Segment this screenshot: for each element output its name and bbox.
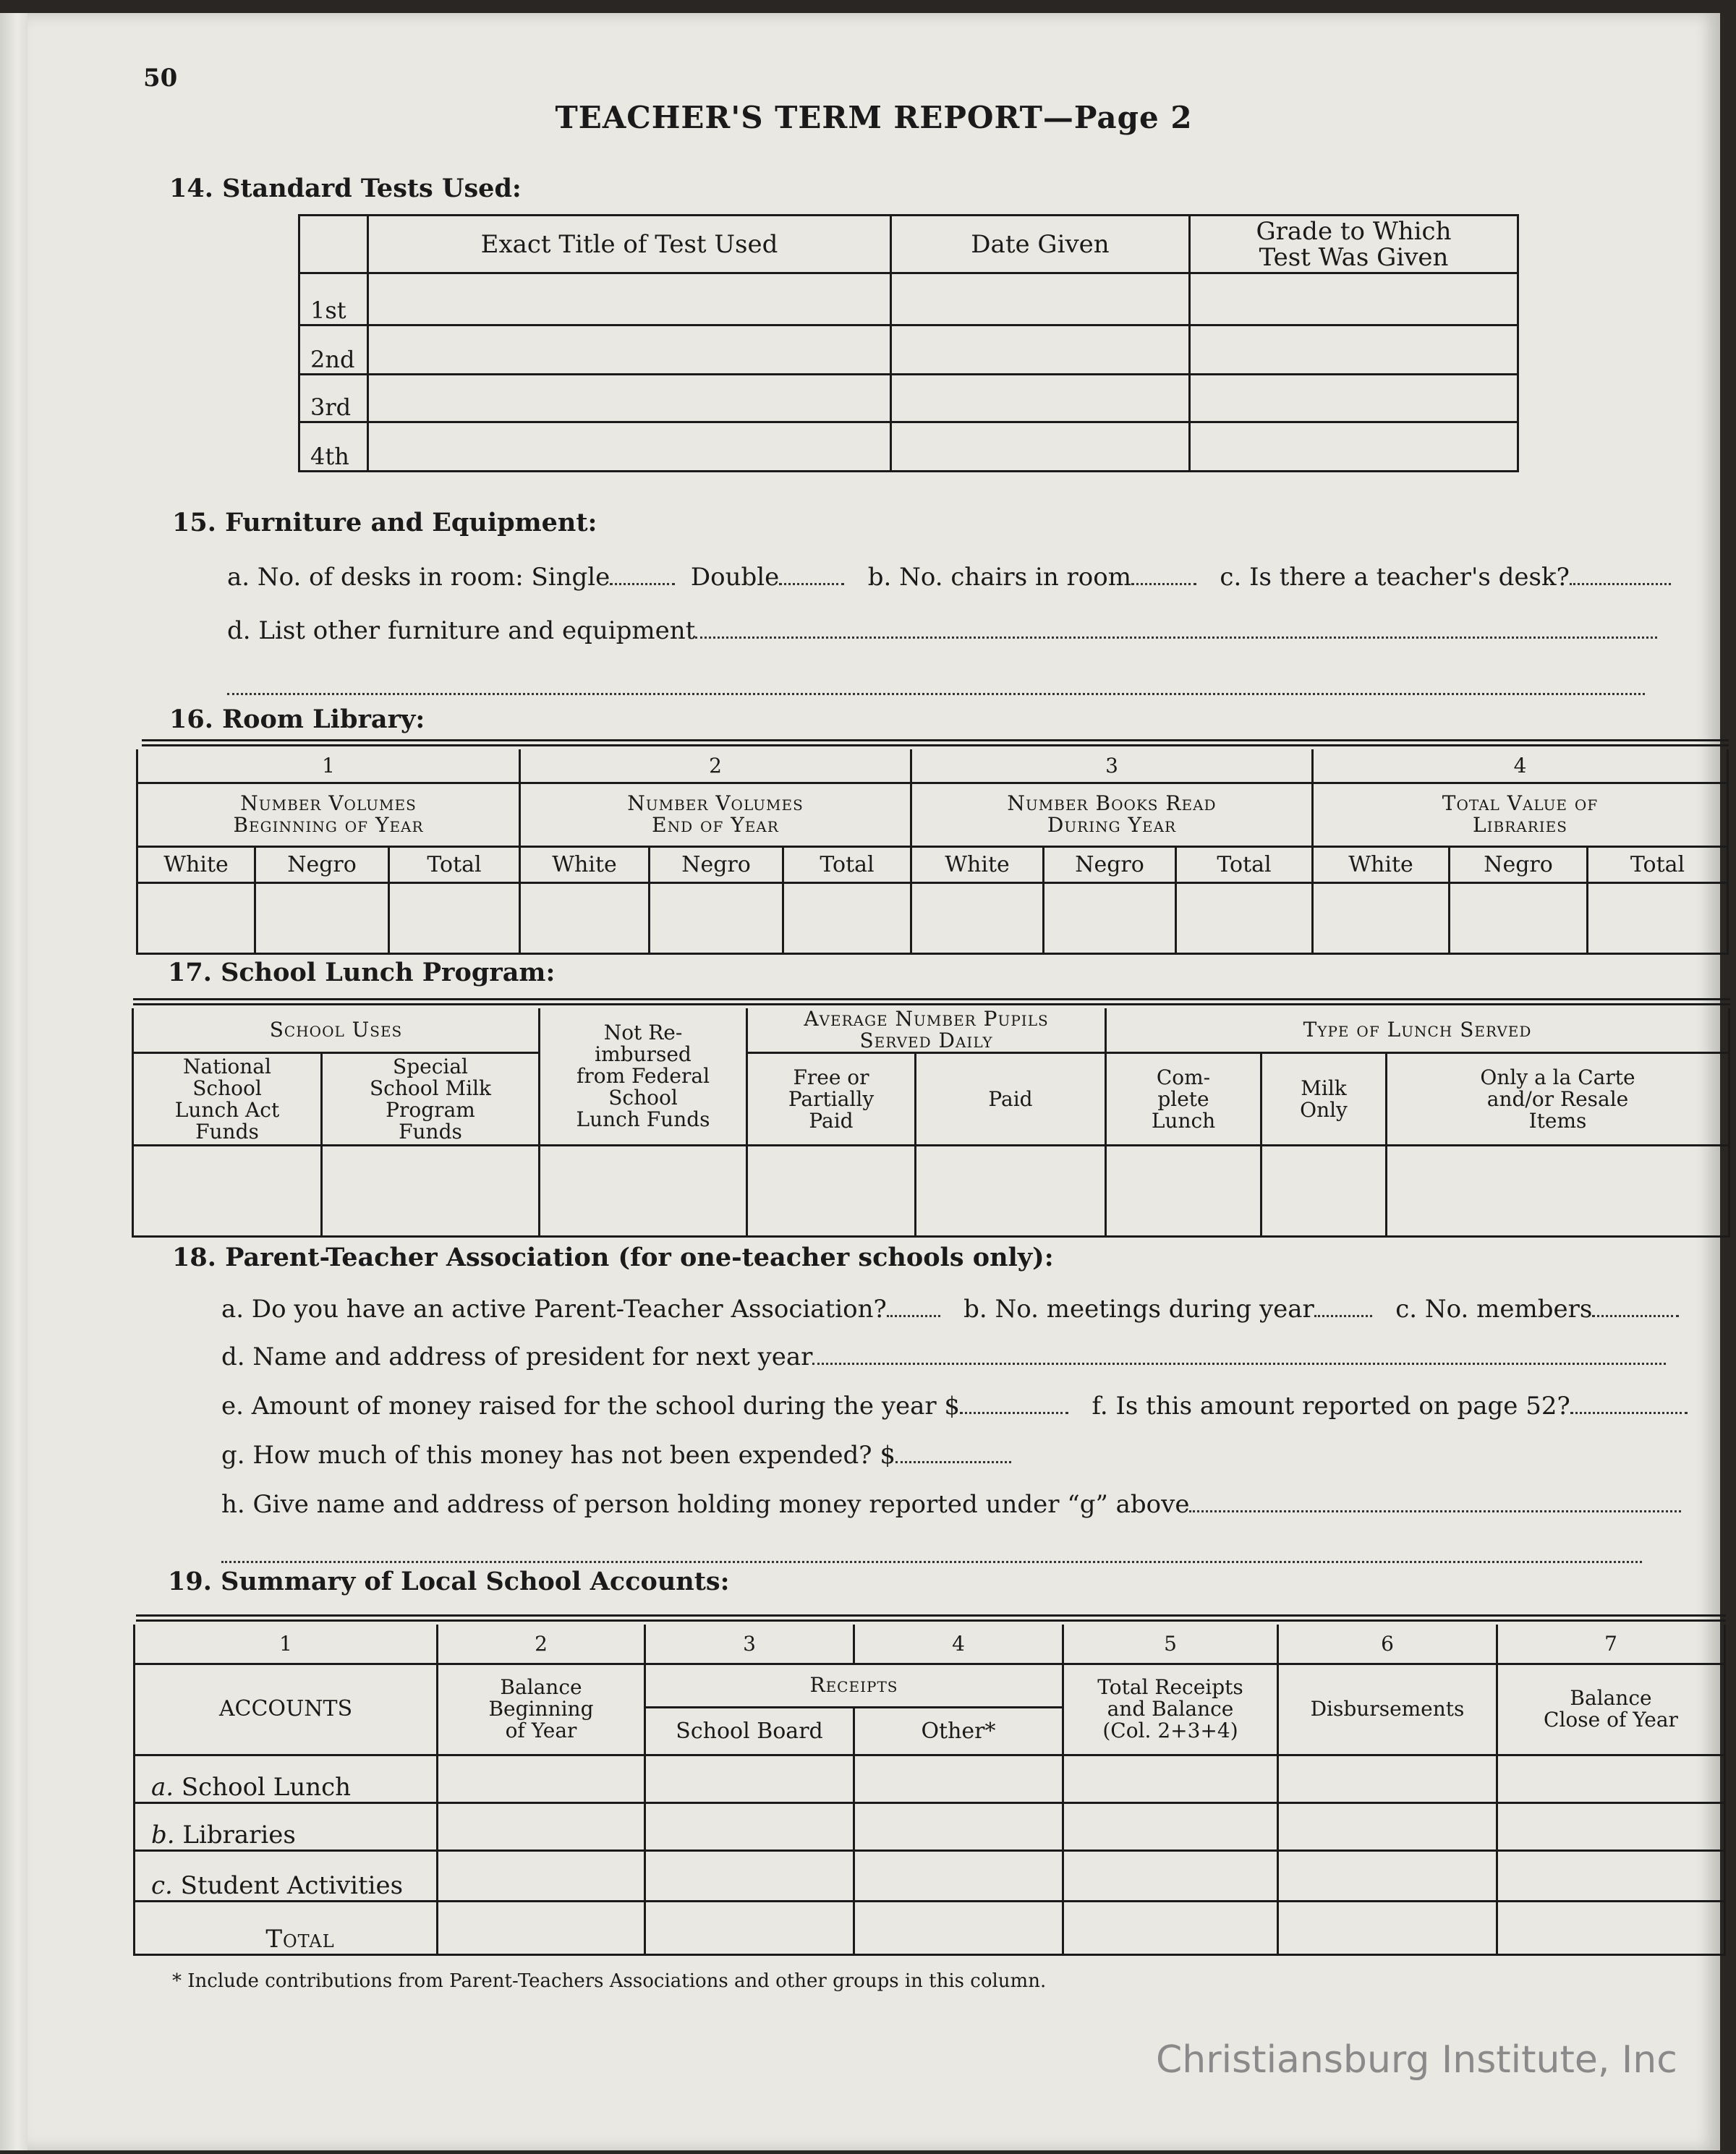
col-test-title: Exact Title of Test Used <box>368 216 891 273</box>
pta-line-d: d. Name and address of president for next year <box>221 1342 1666 1371</box>
row-label: 4th <box>299 422 368 472</box>
col-num: 5 <box>1063 1625 1278 1664</box>
entry-cell[interactable] <box>1497 1755 1725 1802</box>
sub-negro: Negro <box>255 846 389 882</box>
entry-cell[interactable] <box>854 1802 1063 1850</box>
section-15-heading: 15. Furniture and Equipment: <box>172 508 597 537</box>
section-19-heading: 19. Summary of Local School Accounts: <box>168 1567 730 1596</box>
section-14-heading: 14. Standard Tests Used: <box>169 174 522 203</box>
entry-cell[interactable] <box>1063 1755 1278 1802</box>
entry-cell[interactable] <box>1278 1802 1497 1850</box>
paid-header: Paid <box>916 1053 1106 1146</box>
entry-cell[interactable] <box>438 1901 645 1954</box>
double-desks-blank[interactable] <box>779 564 844 585</box>
disbursements-header: Disbursements <box>1278 1664 1497 1755</box>
sub-white: White <box>520 846 650 882</box>
unexpended-blank[interactable] <box>895 1442 1011 1463</box>
grade-cell[interactable] <box>1190 375 1518 422</box>
entry-cell[interactable] <box>1497 1850 1725 1901</box>
entry-cell[interactable] <box>747 1146 916 1237</box>
single-desks-blank[interactable] <box>610 564 675 585</box>
entry-cell[interactable] <box>255 882 389 953</box>
accounts-header: ACCOUNTS <box>135 1664 438 1755</box>
entry-cell[interactable] <box>1044 882 1176 953</box>
entry-cell[interactable] <box>1450 882 1588 953</box>
sub-white: White <box>137 846 255 882</box>
test-title-cell[interactable] <box>368 422 891 472</box>
col-num: 3 <box>645 1625 854 1664</box>
standard-tests-table <box>298 214 1519 472</box>
entry-cell[interactable] <box>1176 882 1313 953</box>
entry-cell[interactable] <box>645 1755 854 1802</box>
money-raised-blank[interactable] <box>960 1393 1068 1414</box>
entry-cell[interactable] <box>438 1850 645 1901</box>
furniture-line: d. List other furniture and equipment <box>227 616 1657 645</box>
report-page <box>27 13 1720 2150</box>
test-title-cell[interactable] <box>368 375 891 422</box>
teacher-desk-blank[interactable] <box>1570 564 1671 585</box>
entry-cell[interactable] <box>438 1755 645 1802</box>
entry-cell[interactable] <box>389 882 520 953</box>
col-num: 3 <box>911 749 1313 783</box>
entry-cell[interactable] <box>650 882 783 953</box>
entry-cell[interactable] <box>1497 1901 1725 1954</box>
group-books-read: Number Books Read During Year <box>911 783 1313 846</box>
entry-cell[interactable] <box>133 1146 322 1237</box>
grade-cell[interactable] <box>1190 325 1518 375</box>
col-num: 2 <box>520 749 911 783</box>
section-18-heading: 18. Parent-Teacher Association (for one-teacher schools only): <box>172 1243 1054 1272</box>
complete-lunch-header: Com- plete Lunch <box>1106 1053 1261 1146</box>
page-title: TEACHER'S TERM REPORT—Page 2 <box>555 100 1193 135</box>
pta-meetings-blank[interactable] <box>1314 1296 1372 1317</box>
col-num: 7 <box>1497 1625 1725 1664</box>
entry-cell[interactable] <box>1063 1901 1278 1954</box>
president-blank[interactable] <box>812 1344 1666 1365</box>
sub-total: Total <box>389 846 520 882</box>
entry-cell[interactable] <box>1278 1755 1497 1802</box>
test-title-cell[interactable] <box>368 325 891 375</box>
entry-cell[interactable] <box>854 1850 1063 1901</box>
sub-total: Total <box>783 846 911 882</box>
balance-close-header: Balance Close of Year <box>1497 1664 1725 1755</box>
entry-cell[interactable] <box>137 882 255 953</box>
total-receipts-header: Total Receipts and Balance (Col. 2+3+4) <box>1063 1664 1278 1755</box>
room-library-table <box>136 749 1729 955</box>
entry-cell[interactable] <box>1278 1850 1497 1901</box>
entry-cell[interactable] <box>1387 1146 1729 1237</box>
entry-cell[interactable] <box>322 1146 540 1237</box>
entry-cell[interactable] <box>1497 1802 1725 1850</box>
special-milk-header: Special School Milk Program Funds <box>322 1053 540 1146</box>
money-holder-blank[interactable] <box>1189 1491 1681 1512</box>
pta-line-h: h. Give name and address of person holding money reported under “g” above <box>221 1490 1681 1519</box>
pta-line-e: e. Amount of money raised for the school during the year $ f. Is this amount reported on page 52? <box>221 1392 1688 1421</box>
national-school-lunch-header: National School Lunch Act Funds <box>133 1053 322 1146</box>
pta-active-blank[interactable] <box>887 1296 940 1317</box>
grade-cell[interactable] <box>1190 422 1518 472</box>
binding-edge <box>0 13 29 2150</box>
double-rule <box>136 1614 1726 1622</box>
entry-cell[interactable] <box>1261 1146 1387 1237</box>
average-pupils-header: Average Number Pupils Served Daily <box>747 1008 1106 1053</box>
other-furniture-blank[interactable] <box>695 618 1657 639</box>
section-17-heading: 17. School Lunch Program: <box>168 958 556 987</box>
sub-white: White <box>1313 846 1450 882</box>
pta-line-g: g. How much of this money has not been expended? $ <box>221 1441 1011 1470</box>
account-row-label: c. Student Activities <box>135 1850 438 1901</box>
col-num: 1 <box>137 749 520 783</box>
group-volumes-beginning: Number Volumes Beginning of Year <box>137 783 520 846</box>
double-rule <box>133 998 1730 1005</box>
col-num: 6 <box>1278 1625 1497 1664</box>
free-partially-paid-header: Free or Partially Paid <box>747 1053 916 1146</box>
total-row-label: Total <box>135 1901 438 1954</box>
test-title-cell[interactable] <box>368 273 891 325</box>
furniture-blank-line-2[interactable] <box>227 674 1645 695</box>
entry-cell[interactable] <box>1588 882 1728 953</box>
reported-blank[interactable] <box>1570 1393 1688 1414</box>
entry-cell[interactable] <box>1278 1901 1497 1954</box>
date-cell[interactable] <box>891 375 1190 422</box>
date-cell[interactable] <box>891 325 1190 375</box>
entry-cell[interactable] <box>438 1802 645 1850</box>
entry-cell[interactable] <box>911 882 1044 953</box>
desks-line: a. No. of desks in room: Single Double b. No. chairs in room c. Is there a teacher's desk? <box>227 563 1671 592</box>
sub-total: Total <box>1176 846 1313 882</box>
col-num: 4 <box>854 1625 1063 1664</box>
other-header: Other* <box>854 1707 1063 1755</box>
sub-total: Total <box>1588 846 1728 882</box>
section-16-heading: 16. Room Library: <box>169 704 425 734</box>
date-cell[interactable] <box>891 273 1190 325</box>
chairs-blank[interactable] <box>1131 564 1196 585</box>
footnote: * Include contributions from Parent-Teachers Associations and other groups in this column. <box>172 1970 1047 1992</box>
school-uses-header: School Uses <box>133 1008 540 1053</box>
col-grade: Grade to Which Test Was Given <box>1190 216 1518 273</box>
a-la-carte-header: Only a la Carte and/or Resale Items <box>1387 1053 1729 1146</box>
not-reimbursed-header: Not Re- imbursed from Federal School Lunch Funds <box>540 1008 747 1146</box>
watermark: Christiansburg Institute, Inc <box>1156 2038 1677 2082</box>
milk-only-header: Milk Only <box>1261 1053 1387 1146</box>
entry-cell[interactable] <box>854 1755 1063 1802</box>
pta-line-a: a. Do you have an active Parent-Teacher Association? b. No. meetings during year c. No. members <box>221 1295 1679 1324</box>
group-total-value: Total Value of Libraries <box>1313 783 1728 846</box>
col-date-given: Date Given <box>891 216 1190 273</box>
lunch-type-header: Type of Lunch Served <box>1106 1008 1729 1053</box>
sub-negro: Negro <box>1044 846 1176 882</box>
col-num: 1 <box>135 1625 438 1664</box>
row-label: 2nd <box>299 325 368 375</box>
grade-cell[interactable] <box>1190 273 1518 325</box>
local-accounts-table <box>133 1625 1726 1956</box>
entry-cell[interactable] <box>520 882 650 953</box>
entry-cell[interactable] <box>1063 1802 1278 1850</box>
entry-cell[interactable] <box>645 1901 854 1954</box>
pta-members-blank[interactable] <box>1592 1296 1679 1317</box>
sub-negro: Negro <box>650 846 783 882</box>
row-label: 1st <box>299 273 368 325</box>
entry-cell[interactable] <box>854 1901 1063 1954</box>
entry-cell[interactable] <box>1106 1146 1261 1237</box>
col-num: 2 <box>438 1625 645 1664</box>
account-row-label: a. School Lunch <box>135 1755 438 1802</box>
sub-negro: Negro <box>1450 846 1588 882</box>
receipts-header: Receipts <box>645 1664 1063 1707</box>
entry-cell[interactable] <box>916 1146 1106 1237</box>
account-row-label: b. Libraries <box>135 1802 438 1850</box>
school-board-header: School Board <box>645 1707 854 1755</box>
sub-white: White <box>911 846 1044 882</box>
date-cell[interactable] <box>891 422 1190 472</box>
entry-cell[interactable] <box>645 1802 854 1850</box>
page-number: 50 <box>143 64 178 93</box>
group-volumes-end: Number Volumes End of Year <box>520 783 911 846</box>
money-holder-blank-2[interactable] <box>221 1542 1642 1563</box>
entry-cell[interactable] <box>540 1146 747 1237</box>
school-lunch-table <box>132 1008 1730 1238</box>
col-num: 4 <box>1313 749 1728 783</box>
entry-cell[interactable] <box>645 1850 854 1901</box>
entry-cell[interactable] <box>1063 1850 1278 1901</box>
balance-beginning-header: Balance Beginning of Year <box>438 1664 645 1755</box>
double-rule <box>142 739 1729 746</box>
entry-cell[interactable] <box>783 882 911 953</box>
entry-cell[interactable] <box>1313 882 1450 953</box>
row-label: 3rd <box>299 375 368 422</box>
